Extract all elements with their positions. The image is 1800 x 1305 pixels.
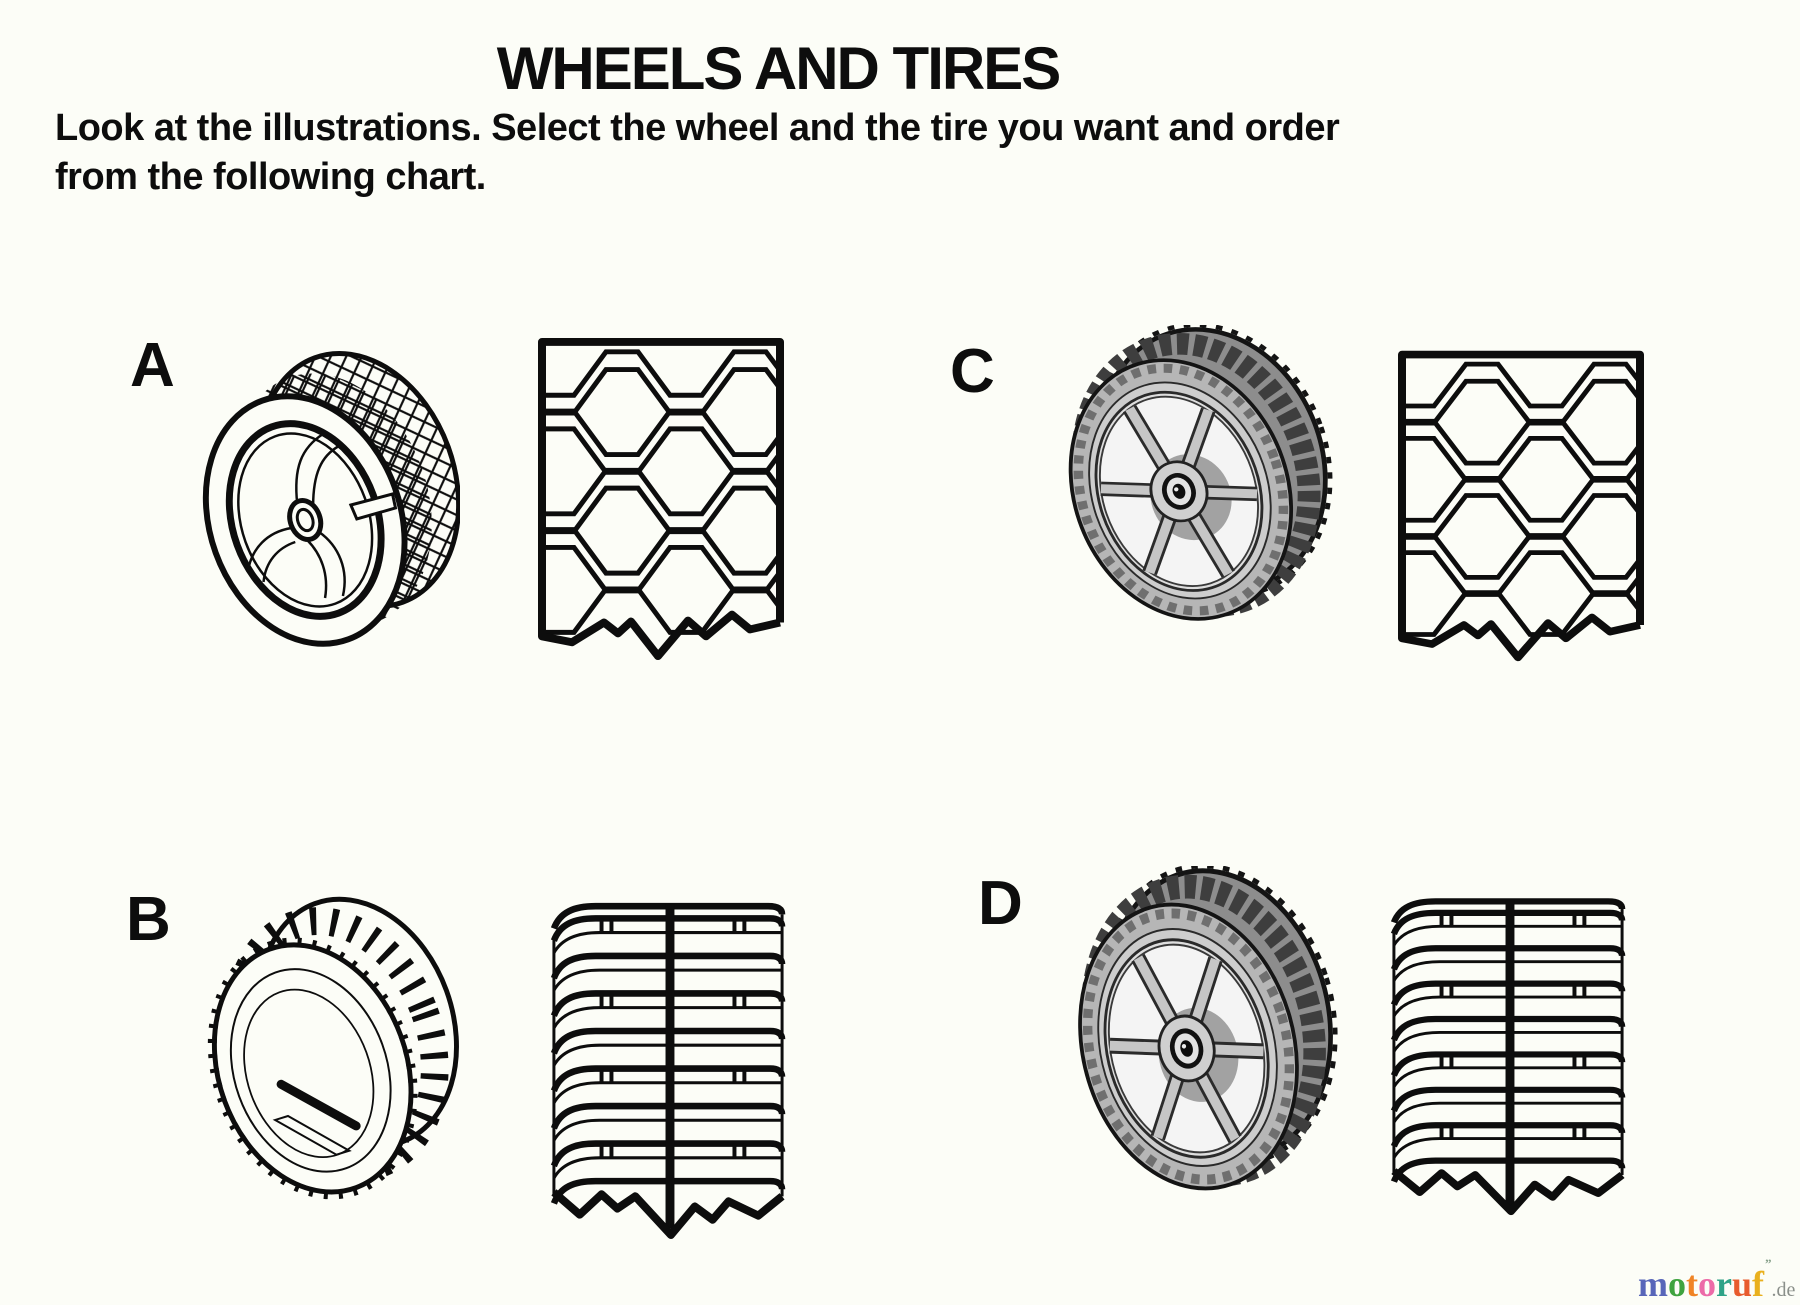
- instructions-text: [55, 104, 1575, 202]
- logo-letter: o: [1698, 1264, 1716, 1304]
- wheel-c-illustration: [1036, 325, 1341, 655]
- page-title: WHEELS AND TIRES: [496, 35, 1060, 102]
- wheel-a-illustration: [202, 348, 460, 648]
- logo-suffix: .de: [1771, 1279, 1796, 1301]
- logo-mark: ”: [1765, 1256, 1772, 1271]
- tread-c-illustration: [1396, 347, 1646, 665]
- figure-label-d: D: [978, 869, 1022, 938]
- logo-letter: f: [1752, 1264, 1765, 1304]
- logo-letter: o: [1668, 1264, 1686, 1304]
- logo-letter: u: [1731, 1264, 1753, 1304]
- instructions-line-2: from the following chart.: [55, 156, 486, 198]
- tread-b-illustration: [544, 892, 792, 1242]
- motoruf-logo[interactable]: [1638, 1256, 1795, 1304]
- wheel-b-illustration: [200, 882, 462, 1234]
- logo-letter: r: [1716, 1264, 1732, 1304]
- instructions-line-1: Look at the illustrations. Select the wheel and the tire you want and order: [55, 107, 1340, 149]
- logo-letter: m: [1638, 1264, 1668, 1304]
- tread-a-illustration: [536, 334, 786, 664]
- tread-d-illustration: [1384, 888, 1632, 1218]
- logo-letter: t: [1686, 1264, 1698, 1304]
- figure-label-c: C: [950, 337, 994, 406]
- figure-label-b: B: [126, 885, 170, 954]
- wheel-d-illustration: [1046, 866, 1346, 1228]
- figure-label-a: A: [130, 331, 174, 400]
